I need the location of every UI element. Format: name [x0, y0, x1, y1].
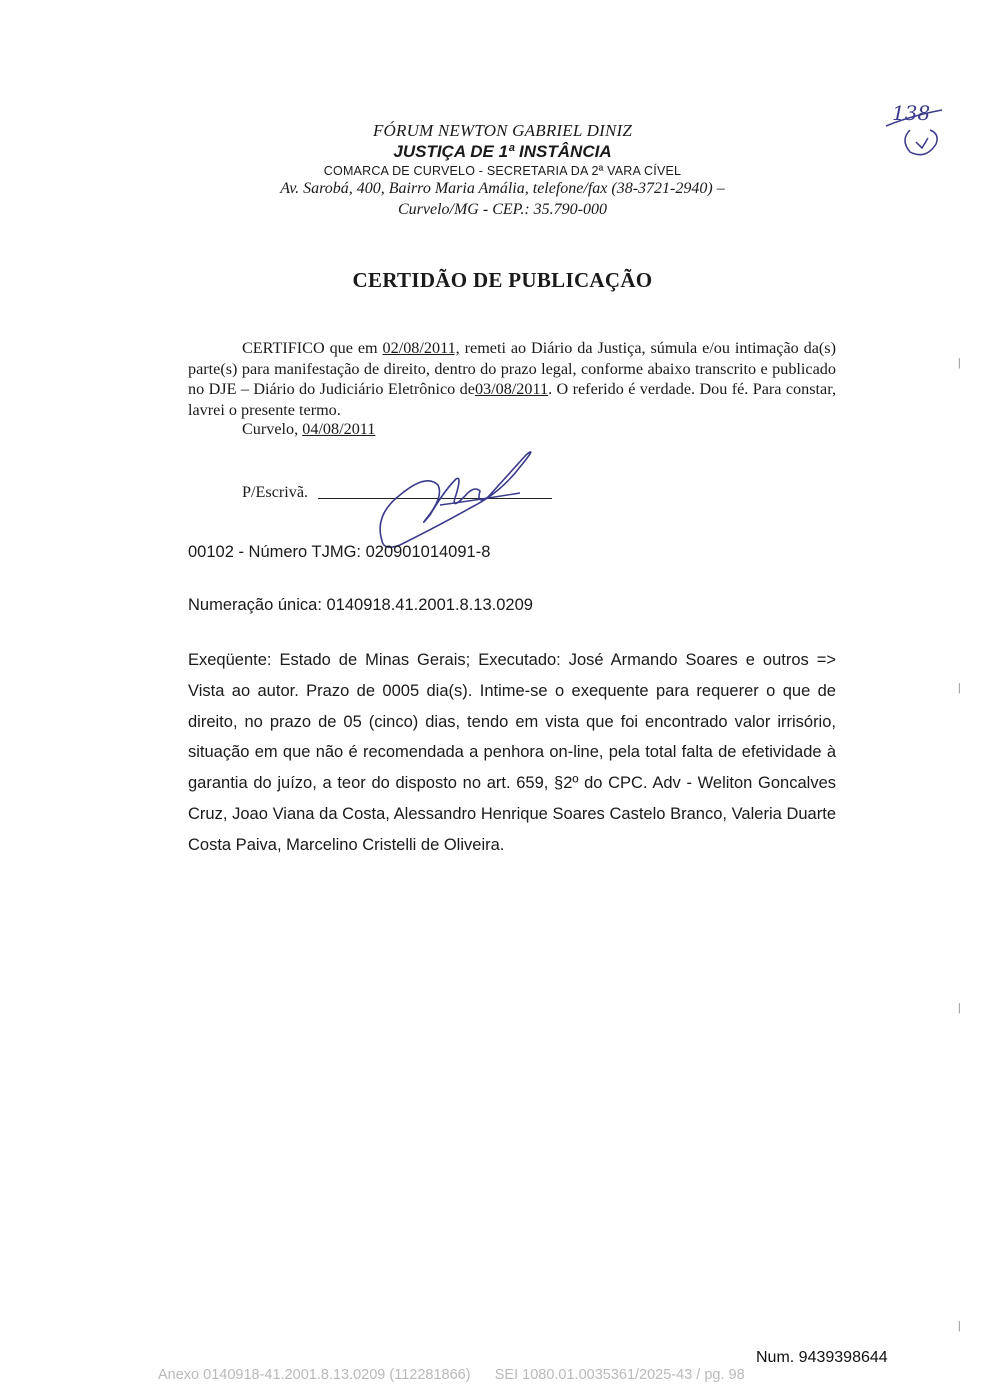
certificate-paragraph	[188, 338, 836, 420]
date-sent: 02/08/2011,	[382, 339, 460, 357]
margin-mark: |	[958, 680, 961, 694]
forum-name: FÓRUM NEWTON GABRIEL DINIZ	[372, 121, 633, 140]
page-number-stamp	[880, 96, 950, 162]
margin-mark: |	[958, 355, 961, 369]
place-label: Curvelo,	[242, 420, 303, 438]
margin-mark: |	[958, 1000, 961, 1014]
address-line-2: Curvelo/MG - CEP.: 35.790-000	[397, 201, 607, 218]
document-number: Num. 9439398644	[756, 1349, 888, 1366]
tjmg-number: 00102 - Número TJMG: 020901014091-8	[188, 543, 491, 561]
escriva-label: P/Escrivã.	[242, 483, 309, 501]
document-title: CERTIDÃO DE PUBLICAÇÃO	[352, 268, 653, 292]
footer-line	[158, 1367, 745, 1383]
court-instance: JUSTIÇA DE 1ª INSTÂNCIA	[393, 142, 612, 161]
margin-mark: |	[958, 1318, 961, 1332]
stamp-number: 138	[892, 101, 931, 125]
footer-annex: Anexo 0140918-41.2001.8.13.0209 (112281866)	[158, 1367, 471, 1383]
footer-sei: SEI 1080.01.0035361/2025-43 / pg. 98	[494, 1367, 745, 1383]
publication-text: Exeqüente: Estado de Minas Gerais; Executado: José Armando Soares e outros => Vista ao autor. Prazo de 0005 dia(s). Intime-se o exequente para requerer o que de direito, no prazo de 05 (cinco) dias, tendo em vista que foi encontrado valor irrisório, situação em que não é recomendada a penhora on-line, pela total falta de efetividade à garantia do juízo, a teor do disposto no art. 659, §2º do CPC. Adv - Weliton Goncalves Cruz, Joao Viana da Costa, Alessandro Henrique Soares Castelo Branco, Valeria Duarte Costa Paiva, Marcelino Cristelli de Oliveira.	[188, 651, 836, 854]
numeracao-unica: Numeração única: 0140918.41.2001.8.13.0209	[188, 596, 533, 614]
comarca-line: COMARCA DE CURVELO - SECRETARIA DA 2ª VARA CÍVEL	[323, 164, 682, 178]
place-date: 04/08/2011	[302, 420, 376, 438]
signature	[370, 445, 540, 555]
address-line-1: Av. Sarobá, 400, Bairro Maria Amália, telefone/fax (38-3721-2940) –	[280, 180, 725, 197]
certificate-text-1: CERTIFICO que em	[242, 339, 383, 357]
place-date-line	[242, 420, 375, 439]
certificate-text-2: remeti ao Diário da Justiça, súmula e/ou intimação da(s) parte(s) para manifestação de direito, dentro do prazo legal, conforme abaixo transcrito e publicado no DJE – Diário do Judiciário Eletrônico de	[188, 339, 836, 399]
date-published: 03/08/2011	[474, 380, 549, 399]
certificate-text-3: . O referido é verdade. Dou fé. Para constar, lavrei o presente termo.	[188, 380, 837, 419]
